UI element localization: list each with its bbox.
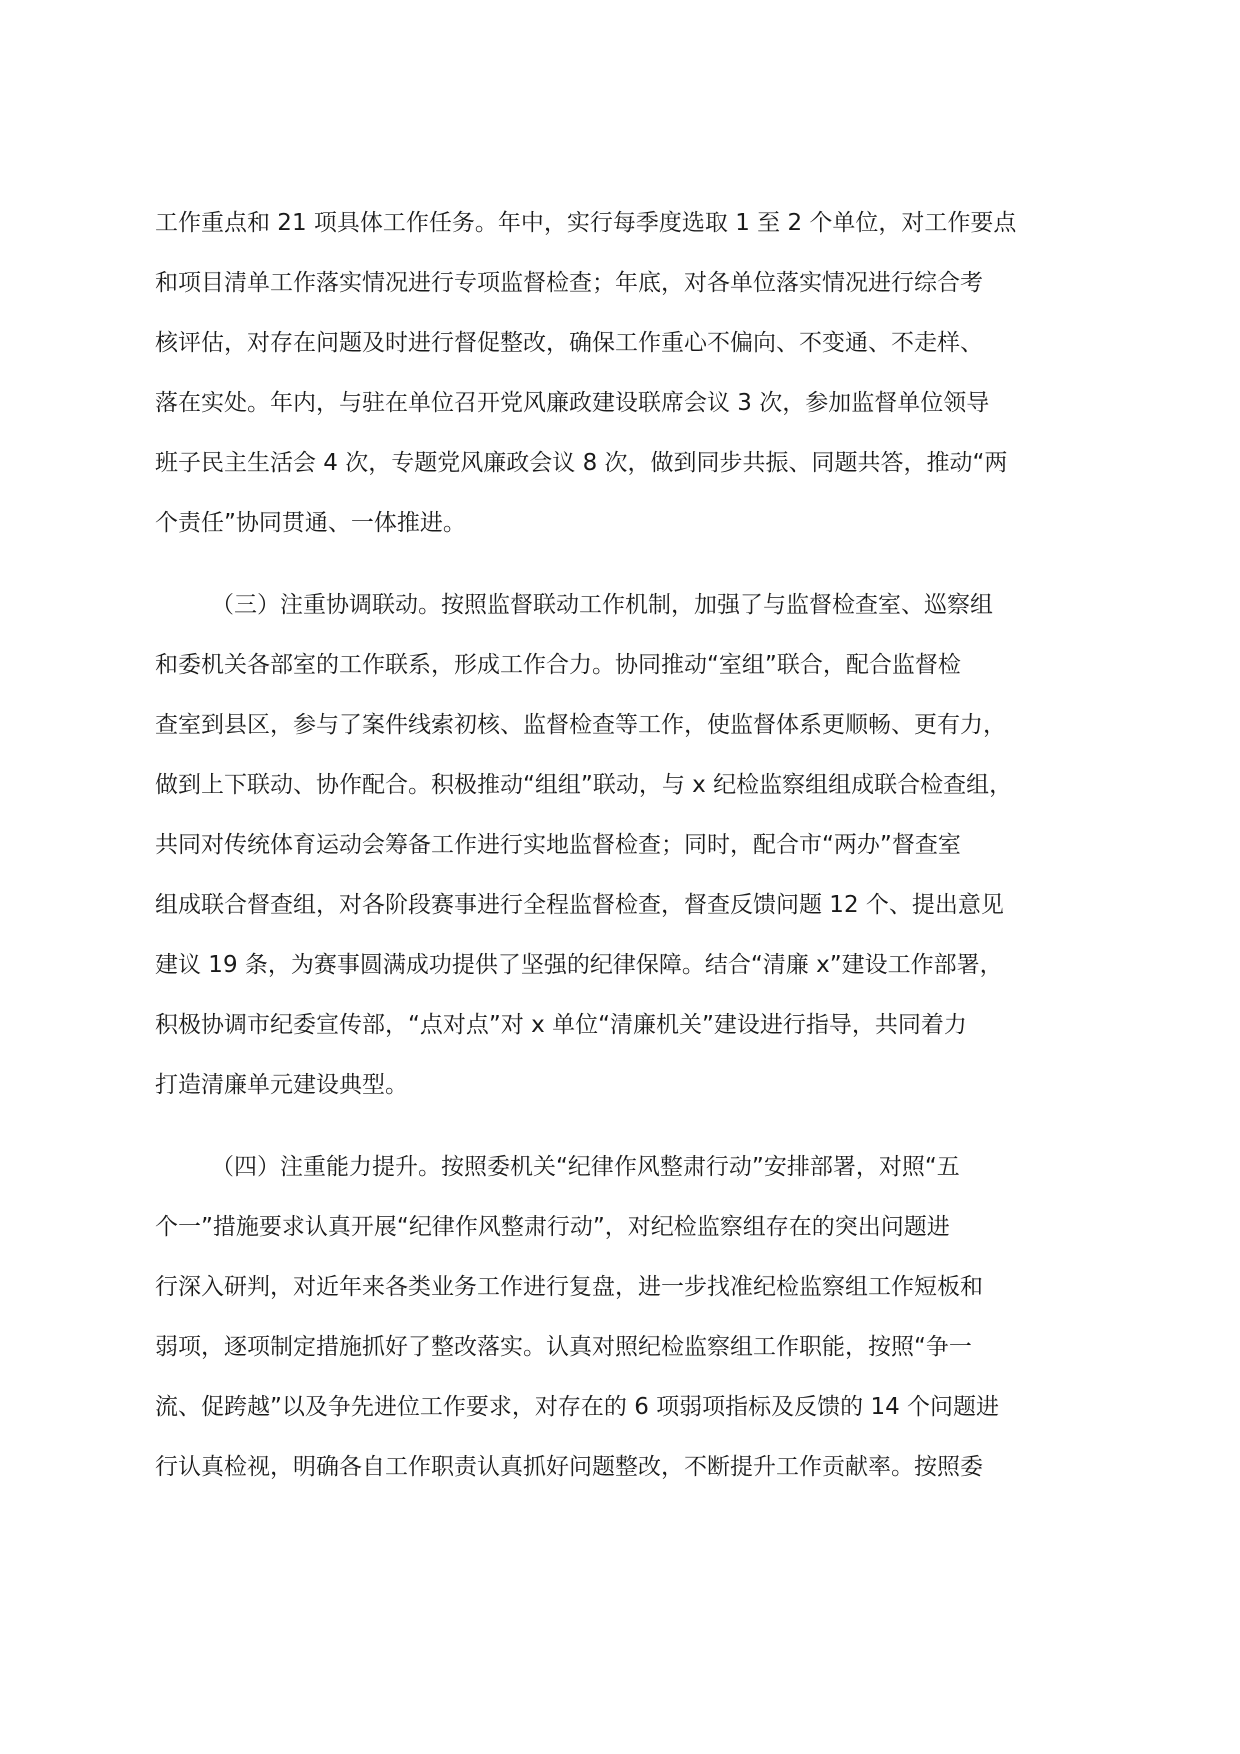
text-line: 行认真检视，明确各自工作职责认真抓好问题整改，不断提升工作贡献率。按照委 xyxy=(155,1454,983,1480)
text-line: 和项目清单工作落实情况进行专项监督检查；年底，对各单位落实情况进行综合考 xyxy=(155,270,983,296)
text-line: 打造清廉单元建设典型。 xyxy=(155,1072,408,1098)
text-line: 行深入研判，对近年来各类业务工作进行复盘，进一步找准纪检监察组工作短板和 xyxy=(155,1274,983,1300)
text-line: （四）注重能力提升。按照委机关“纪律作风整肃行动”安排部署，对照“五 xyxy=(211,1154,960,1180)
text-line: 和委机关各部室的工作联系，形成工作合力。协同推动“室组”联合，配合监督检 xyxy=(155,652,961,678)
text-line: 流、促跨越”以及争先进位工作要求，对存在的 6 项弱项指标及反馈的 14 个问题进 xyxy=(155,1394,1000,1420)
text-line: 共同对传统体育运动会筹备工作进行实地监督检查；同时，配合市“两办”督查室 xyxy=(155,832,961,858)
text-line: 建议 19 条，为赛事圆满成功提供了坚强的纪律保障。结合“清廉 x”建设工作部署， xyxy=(155,952,1003,978)
paragraph-work-focus xyxy=(155,193,1100,553)
text-line: 个一”措施要求认真开展“纪律作风整肃行动”，对纪检监察组存在的突出问题进 xyxy=(155,1214,950,1240)
text-line: 班子民主生活会 4 次，专题党风廉政会议 8 次，做到同步共振、同题共答，推动“两 xyxy=(155,450,1008,476)
text-line: 查室到县区，参与了案件线索初核、监督检查等工作，使监督体系更顺畅、更有力， xyxy=(155,712,1006,738)
text-line: 落在实处。年内，与驻在单位召开党风廉政建设联席会议 3 次，参加监督单位领导 xyxy=(155,390,990,416)
text-line: 工作重点和 21 项具体工作任务。年中，实行每季度选取 1 至 2 个单位，对工作要点 xyxy=(155,210,1017,236)
text-line: 组成联合督查组，对各阶段赛事进行全程监督检查，督查反馈问题 12 个、提出意见 xyxy=(155,892,1004,918)
document-body xyxy=(155,193,1100,1519)
text-line: 弱项，逐项制定措施抓好了整改落实。认真对照纪检监察组工作职能，按照“争一 xyxy=(155,1334,972,1360)
paragraph-coordination xyxy=(155,575,1100,1115)
text-line: （三）注重协调联动。按照监督联动工作机制，加强了与监督检查室、巡察组 xyxy=(211,592,993,618)
text-line: 个责任”协同贯通、一体推进。 xyxy=(155,510,466,536)
text-line: 积极协调市纪委宣传部，“点对点”对 x 单位“清廉机关”建设进行指导，共同着力 xyxy=(155,1012,967,1038)
text-line: 核评估，对存在问题及时进行督促整改，确保工作重心不偏向、不变通、不走样、 xyxy=(155,330,983,356)
paragraph-capability xyxy=(155,1137,1100,1497)
text-line: 做到上下联动、协作配合。积极推动“组组”联动，与 x 纪检监察组组成联合检查组， xyxy=(155,772,1013,798)
